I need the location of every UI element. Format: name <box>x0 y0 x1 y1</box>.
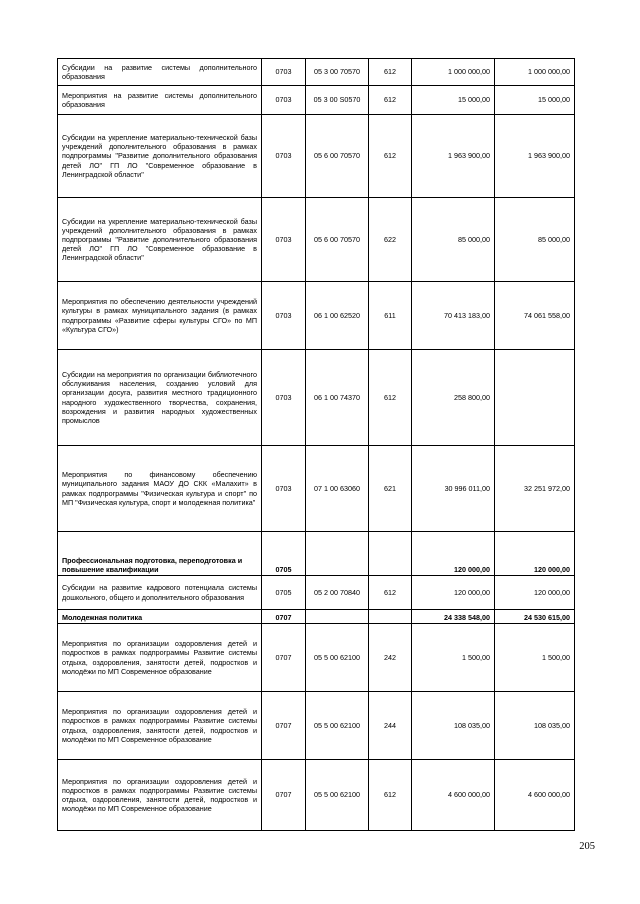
row-kvr <box>369 610 412 624</box>
table-row <box>58 115 575 198</box>
row-sum-1: 1 963 900,00 <box>412 115 495 198</box>
row-section: 0705 <box>262 576 306 610</box>
row-sum-1: 30 996 011,00 <box>412 446 495 532</box>
row-target: 07 1 00 63060 <box>306 446 369 532</box>
row-sum-1: 1 500,00 <box>412 624 495 692</box>
table-row <box>58 576 575 610</box>
table-row <box>58 59 575 86</box>
row-target: 05 5 00 62100 <box>306 760 369 831</box>
row-kvr: 244 <box>369 692 412 760</box>
row-name: Мероприятия по обеспечению деятельности учреждений культуры в рамках муниципального задания (в рамках подпрограммы «Развитие сферы культуры СГО» по МП «Культура СГО») <box>58 282 262 350</box>
row-section: 0707 <box>262 692 306 760</box>
row-sum-2: 1 000 000,00 <box>495 59 575 86</box>
row-kvr: 612 <box>369 115 412 198</box>
table-row-section-total <box>58 532 575 576</box>
row-section: 0703 <box>262 115 306 198</box>
row-section: 0703 <box>262 350 306 446</box>
table-row <box>58 624 575 692</box>
table-row-section-total <box>58 610 575 624</box>
row-target: 05 5 00 62100 <box>306 624 369 692</box>
row-name: Мероприятия по организации оздоровления детей и подростков в рамках подпрограммы Развитие системы отдыха, оздоровления, занятости детей, подростков и молодёжи по МП Современное образование <box>58 624 262 692</box>
row-sum-2: 1 963 900,00 <box>495 115 575 198</box>
row-sum-1: 24 338 548,00 <box>412 610 495 624</box>
table-row <box>58 692 575 760</box>
row-sum-2: 32 251 972,00 <box>495 446 575 532</box>
row-kvr: 621 <box>369 446 412 532</box>
row-name: Субсидии на мероприятия по организации библиотечного обслуживания населения, созданию условий для организации досуга, развития местного традиционного народного художественного творчества, сохранения, возрождения и развития народных художественных промыслов <box>58 350 262 446</box>
row-name: Субсидии на укрепление материально-технической базы учреждений дополнительного образования в рамках подпрограммы "Развитие дополнительного образования детей ЛО" ГП ЛО "Современное образование в Ленинградской области" <box>58 115 262 198</box>
row-sum-2: 120 000,00 <box>495 532 575 576</box>
row-section: 0707 <box>262 610 306 624</box>
row-sum-2: 85 000,00 <box>495 198 575 282</box>
table-row <box>58 350 575 446</box>
row-sum-1: 85 000,00 <box>412 198 495 282</box>
row-kvr: 612 <box>369 86 412 115</box>
row-sum-2: 120 000,00 <box>495 576 575 610</box>
row-sum-2: 15 000,00 <box>495 86 575 115</box>
row-section: 0703 <box>262 86 306 115</box>
row-sum-1: 4 600 000,00 <box>412 760 495 831</box>
row-target: 05 6 00 70570 <box>306 198 369 282</box>
row-target <box>306 532 369 576</box>
row-section: 0703 <box>262 59 306 86</box>
row-target: 05 3 00 70570 <box>306 59 369 86</box>
row-kvr <box>369 532 412 576</box>
row-sum-2: 74 061 558,00 <box>495 282 575 350</box>
row-name: Мероприятия на развитие системы дополнительного образования <box>58 86 262 115</box>
table-row <box>58 446 575 532</box>
page-number: 205 <box>579 841 595 852</box>
row-sum-2: 24 530 615,00 <box>495 610 575 624</box>
row-sum-2: 4 600 000,00 <box>495 760 575 831</box>
row-name: Субсидии на укрепление материально-технической базы учреждений дополнительного образования в рамках подпрограммы "Развитие дополнительного образования детей ЛО" ГП ЛО "Современное образование в Ленинградской области" <box>58 198 262 282</box>
row-sum-1: 258 800,00 <box>412 350 495 446</box>
row-sum-2 <box>495 350 575 446</box>
row-name: Мероприятия по финансовому обеспечению муниципального задания МАОУ ДО СКК «Малахит» в рамках подпрограммы "Физическая культура и спорт" по МП "Физическая культура, спорт и молодежная политика" <box>58 446 262 532</box>
row-name: Мероприятия по организации оздоровления детей и подростков в рамках подпрограммы Развитие системы отдыха, оздоровления, занятости детей, подростков и молодёжи по МП Современное образование <box>58 692 262 760</box>
row-name: Мероприятия по организации оздоровления детей и подростков в рамках подпрограммы Развитие системы отдыха, оздоровления, занятости детей, подростков и молодёжи по МП Современное образование <box>58 760 262 831</box>
row-sum-2: 108 035,00 <box>495 692 575 760</box>
row-kvr: 612 <box>369 760 412 831</box>
row-kvr: 242 <box>369 624 412 692</box>
table-row <box>58 282 575 350</box>
row-sum-1: 120 000,00 <box>412 532 495 576</box>
row-target: 05 2 00 70840 <box>306 576 369 610</box>
budget-table <box>57 58 575 831</box>
row-name: Субсидии на развитие кадрового потенциала системы дошкольного, общего и дополнительного образования <box>58 576 262 610</box>
row-name: Молодежная политика <box>58 610 262 624</box>
row-name: Профессиональная подготовка, переподготовка и повышение квалификации <box>58 532 262 576</box>
row-kvr: 611 <box>369 282 412 350</box>
row-sum-1: 70 413 183,00 <box>412 282 495 350</box>
table-row <box>58 760 575 831</box>
row-section: 0707 <box>262 760 306 831</box>
row-section: 0703 <box>262 446 306 532</box>
row-sum-1: 1 000 000,00 <box>412 59 495 86</box>
row-section: 0705 <box>262 532 306 576</box>
row-target: 05 6 00 70570 <box>306 115 369 198</box>
row-kvr: 612 <box>369 59 412 86</box>
row-section: 0707 <box>262 624 306 692</box>
row-kvr: 612 <box>369 350 412 446</box>
row-target: 05 3 00 S0570 <box>306 86 369 115</box>
row-sum-1: 15 000,00 <box>412 86 495 115</box>
row-target: 06 1 00 62520 <box>306 282 369 350</box>
table-row <box>58 86 575 115</box>
row-kvr: 612 <box>369 576 412 610</box>
row-target <box>306 610 369 624</box>
row-sum-2: 1 500,00 <box>495 624 575 692</box>
table-row <box>58 198 575 282</box>
row-target: 05 5 00 62100 <box>306 692 369 760</box>
row-name: Субсидии на развитие системы дополнительного образования <box>58 59 262 86</box>
row-section: 0703 <box>262 198 306 282</box>
row-section: 0703 <box>262 282 306 350</box>
row-kvr: 622 <box>369 198 412 282</box>
row-target: 06 1 00 74370 <box>306 350 369 446</box>
row-sum-1: 108 035,00 <box>412 692 495 760</box>
row-sum-1: 120 000,00 <box>412 576 495 610</box>
